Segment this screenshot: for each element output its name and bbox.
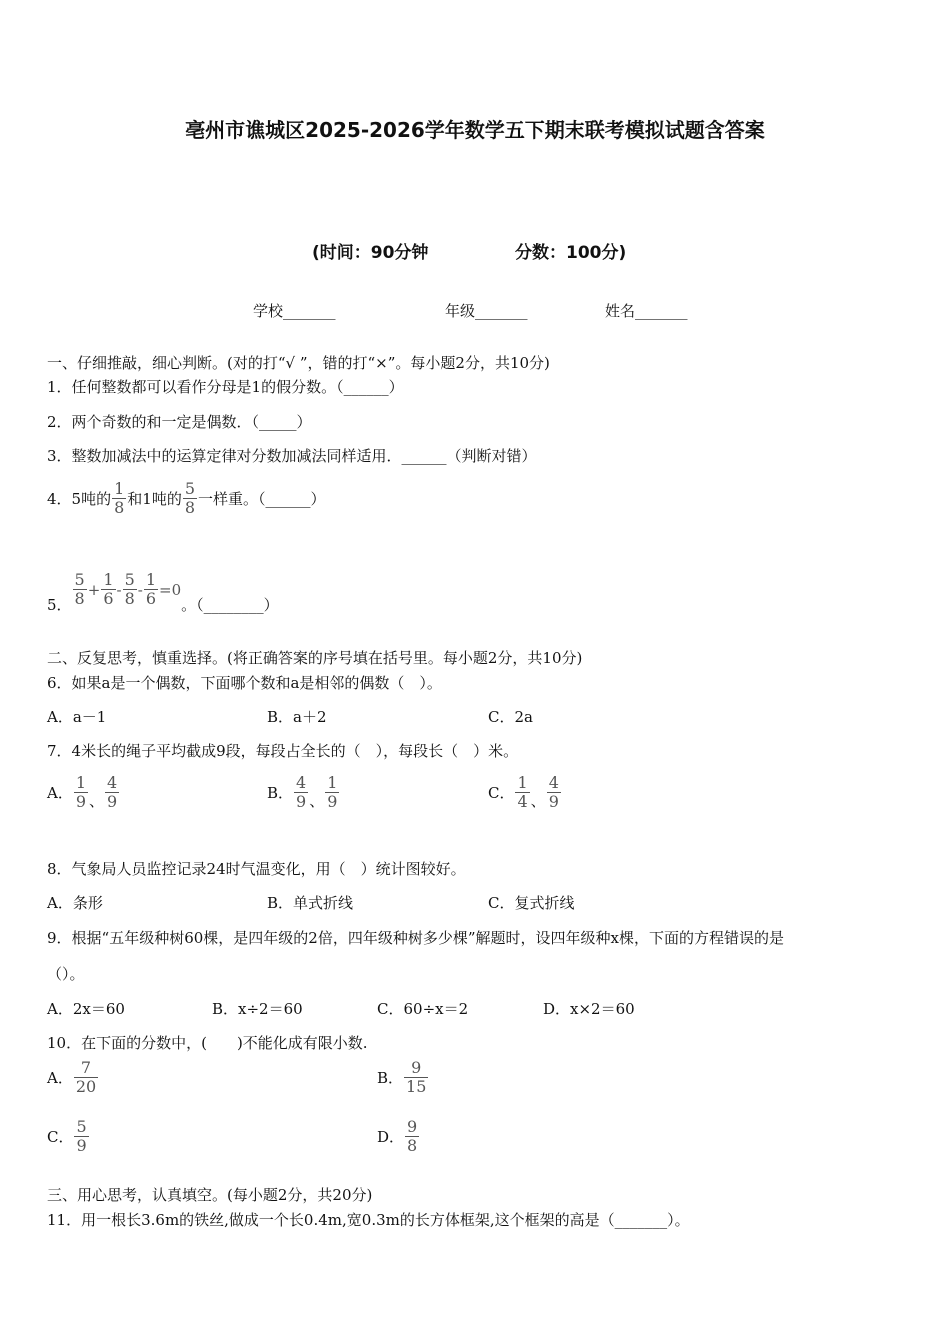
numerator: 1 <box>327 773 338 792</box>
equals-zero: =0 <box>159 580 182 599</box>
q8-option-b: B．单式折线 <box>267 894 354 912</box>
q6-option-c: C．2a <box>488 708 533 726</box>
fraction <box>73 571 87 608</box>
denominator: 20 <box>75 1077 97 1096</box>
grade-field: 年级_______ <box>445 302 528 320</box>
denominator: 9 <box>296 792 307 811</box>
fraction <box>74 1059 98 1096</box>
fraction <box>515 774 529 811</box>
denominator: 8 <box>124 589 135 608</box>
numerator: 9 <box>411 1058 422 1077</box>
q4-number: 4． <box>47 490 72 508</box>
operator: + <box>87 580 101 599</box>
denominator: 9 <box>76 1136 87 1155</box>
question-2: 2．两个奇数的和一定是偶数．（_____） <box>47 413 312 431</box>
fraction <box>112 480 126 517</box>
q5-number: 5． <box>47 596 72 614</box>
q7-option-a <box>47 774 120 811</box>
q10-option-c <box>47 1118 90 1155</box>
numerator: 7 <box>80 1058 92 1077</box>
denominator: 9 <box>75 792 87 811</box>
separator: 、 <box>530 792 546 810</box>
numerator: 1 <box>114 479 125 498</box>
separator: 、 <box>89 792 105 810</box>
numerator: 9 <box>407 1117 418 1136</box>
numerator: 4 <box>548 773 559 792</box>
fraction <box>74 1118 88 1155</box>
numerator: 1 <box>145 570 157 589</box>
numerator: 4 <box>296 773 307 792</box>
denominator: 6 <box>103 589 114 608</box>
question-11: 11．用一根长3.6m的铁丝,做成一个长0.4m,宽0.3m的长方体框架,这个框架的高是（_______）。 <box>47 1211 690 1229</box>
q4-text-a: 5吨的 <box>71 490 112 508</box>
question-5 <box>47 564 279 615</box>
option-label: B． <box>377 1069 404 1087</box>
q8-option-c: C．复式折线 <box>488 894 575 912</box>
numerator: 4 <box>107 773 118 792</box>
denominator: 8 <box>114 498 125 517</box>
question-3: 3．整数加减法中的运算定律对分数加减法同样适用．______（判断对错） <box>47 447 537 465</box>
operator: - <box>137 580 143 599</box>
denominator: 9 <box>548 792 559 811</box>
question-7: 7．4米长的绳子平均截成9段，每段占全长的（ ），每段长（ ）米。 <box>47 742 519 760</box>
question-9-cont: （）。 <box>47 965 85 983</box>
denominator: 8 <box>74 589 85 608</box>
q10-option-b <box>377 1059 429 1096</box>
question-9: 9．根据“五年级种树60棵，是四年级的2倍，四年级种树多少棵”解题时，设四年级种x棵，下面的方程错误的是 <box>47 929 784 947</box>
option-label: D． <box>377 1128 405 1146</box>
exam-time: (时间：90分钟 <box>312 243 429 263</box>
fraction <box>294 774 308 811</box>
question-1: 1．任何整数都可以看作分母是1的假分数。（______） <box>47 378 404 396</box>
numerator: 1 <box>75 773 87 792</box>
denominator: 9 <box>327 792 338 811</box>
fraction <box>105 774 119 811</box>
denominator: 8 <box>184 498 196 517</box>
numerator: 5 <box>74 570 85 589</box>
denominator: 15 <box>406 1077 427 1096</box>
page-title: 亳州市谯城区2025-2026学年数学五下期末联考模拟试题含答案 <box>185 118 765 142</box>
q9-option-a: A．2x＝60 <box>47 1000 125 1018</box>
q8-option-a: A．条形 <box>47 894 103 912</box>
q6-option-b: B．a＋2 <box>267 708 327 726</box>
fraction <box>404 1059 428 1096</box>
option-label: B． <box>267 784 294 802</box>
numerator: 5 <box>184 479 196 498</box>
q6-option-a: A．a－1 <box>47 708 107 726</box>
section-2-heading: 二、反复思考，慎重选择。(将正确答案的序号填在括号里。每小题2分，共10分) <box>47 649 583 667</box>
q9-option-b: B．x÷2＝60 <box>212 1000 303 1018</box>
option-label: A． <box>47 1069 73 1087</box>
numerator: 5 <box>124 570 135 589</box>
denominator: 8 <box>407 1136 418 1155</box>
numerator: 1 <box>103 570 114 589</box>
name-field: 姓名_______ <box>605 302 688 320</box>
numerator: 1 <box>517 773 528 792</box>
denominator: 6 <box>145 589 157 608</box>
question-6: 6．如果a是一个偶数，下面哪个数和a是相邻的偶数（ ）。 <box>47 674 442 692</box>
fraction <box>74 774 88 811</box>
fraction <box>405 1118 419 1155</box>
q9-option-d: D．x×2＝60 <box>543 1000 635 1018</box>
fraction <box>144 571 158 608</box>
option-label: A． <box>47 784 73 802</box>
option-label: C． <box>47 1128 74 1146</box>
exam-score: 分数：100分) <box>515 243 627 263</box>
q10-option-d <box>377 1118 420 1155</box>
numerator: 5 <box>76 1117 87 1136</box>
q5-tail: 。（________） <box>181 596 279 614</box>
denominator: 9 <box>107 792 118 811</box>
fraction <box>547 774 561 811</box>
fraction <box>101 571 115 608</box>
q4-text-c: 一样重。（______） <box>198 490 326 508</box>
operator: - <box>116 580 122 599</box>
fraction <box>123 571 137 608</box>
option-label: C． <box>488 784 515 802</box>
school-field: 学校_______ <box>253 302 336 320</box>
q7-option-b <box>267 774 340 811</box>
q9-option-c: C．60÷x＝2 <box>377 1000 469 1018</box>
question-4 <box>47 480 326 517</box>
fraction <box>183 480 197 517</box>
section-3-heading: 三、用心思考，认真填空。(每小题2分，共20分) <box>47 1186 373 1204</box>
q10-option-a <box>47 1059 99 1096</box>
q4-text-b: 和1吨的 <box>127 490 182 508</box>
separator: 、 <box>309 792 325 810</box>
q7-option-c <box>488 774 562 811</box>
denominator: 4 <box>517 792 528 811</box>
section-1-heading: 一、仔细推敲，细心判断。(对的打“√ ”，错的打“×”。每小题2分，共10分) <box>47 354 550 372</box>
question-10: 10．在下面的分数中，( )不能化成有限小数. <box>47 1034 368 1052</box>
question-8: 8．气象局人员监控记录24时气温变化，用（ ）统计图较好。 <box>47 860 466 878</box>
fraction <box>325 774 339 811</box>
